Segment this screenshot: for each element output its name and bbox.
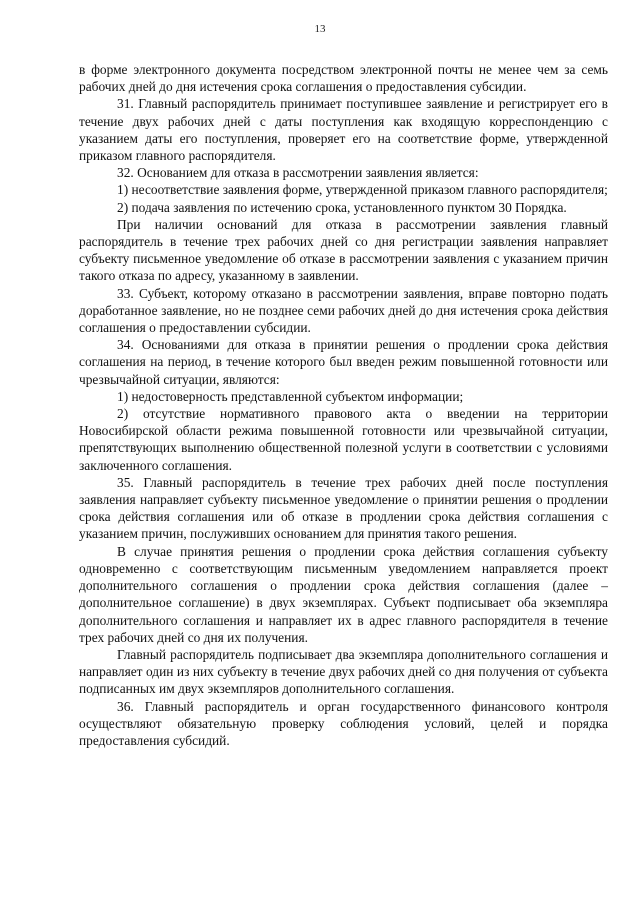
paragraph-32-item-2: 2) подача заявления по истечению срока, установленного пунктом 30 Порядка.	[117, 199, 567, 215]
paragraph-32-item-1: 1) несоответствие заявления форме, утвержденной приказом главного распорядителя;	[117, 182, 608, 198]
paragraph-36: 36. Главный распорядитель и орган государственного финансового контроля осуществляют обязательную проверку соблюдения условий, целей и порядка предоставления субсидий.	[79, 698, 608, 748]
paragraph-31: 31. Главный распорядитель принимает поступившее заявление и регистрирует его в течение двух рабочих дней с даты поступления как входящую корреспонденцию с указанием даты его поступления, проверяет его на соответствие форме, утвержденной приказом главного распорядителя.	[79, 96, 608, 164]
paragraph-35: 35. Главный распорядитель в течение трех рабочих дней после поступления заявления направляет субъекту письменное уведомление о принятии решения о продлении срока действия соглашения или об отказе в продлении срока действия соглашения с указанием причин, послуживших основанием для принятия такого решения.	[79, 474, 608, 542]
page-number: 13	[314, 23, 326, 35]
paragraph-34: 34. Основаниями для отказа в принятии решения о продлении срока действия соглашения на период, в течение которого был введен режим повышенной готовности или чрезвычайной ситуации, являются:	[79, 337, 608, 387]
document-body	[79, 61, 608, 749]
paragraph-34-item-1: 1) недостоверность представленной субъектом информации;	[117, 388, 464, 404]
paragraph-extension-decision: В случае принятия решения о продлении срока действия соглашения субъекту одновременно с соответствующим письменным уведомлением направляется проект дополнительного соглашения о продлении срока действия соглашения (далее – дополнительное соглашение) в двух экземплярах. Субъект подписывает оба экземпляра дополнительного соглашения и направляет их в адрес главного распорядителя в течение трех рабочих дней со дня их получения.	[79, 543, 608, 645]
paragraph-signing: Главный распорядитель подписывает два экземпляра дополнительного соглашения и направляет один из них субъекту в течение двух рабочих дней со дня получения от субъекта подписанных им двух экземпляров дополнительного соглашения.	[79, 646, 608, 697]
paragraph-refusal-notice: При наличии оснований для отказа в рассмотрении заявления главный распорядитель в течение трех рабочих дней со дня регистрации заявления направляет субъекту письменное уведомление об отказе в рассмотрении заявления с указанием причин такого отказа по адресу, указанному в заявлении.	[79, 216, 608, 284]
paragraph-33: 33. Субъект, которому отказано в рассмотрении заявления, вправе повторно подать доработанное заявление, но не позднее семи рабочих дней до дня истечения срока действия соглашения о предоставлении субсидии.	[79, 285, 608, 336]
paragraph-32: 32. Основанием для отказа в рассмотрении заявления является:	[117, 165, 479, 181]
paragraph-34-item-2: 2) отсутствие нормативного правового акта о введении на территории Новосибирской области режима повышенной готовности или чрезвычайной ситуации, препятствующих выполнению общественной полезной услуги в соответствии с условиями заключенного соглашения.	[79, 406, 608, 473]
paragraph-continuation: в форме электронного документа посредством электронной почты не менее чем за семь рабочих дней до дня истечения срока соглашения о предоставления субсидии.	[79, 62, 608, 95]
